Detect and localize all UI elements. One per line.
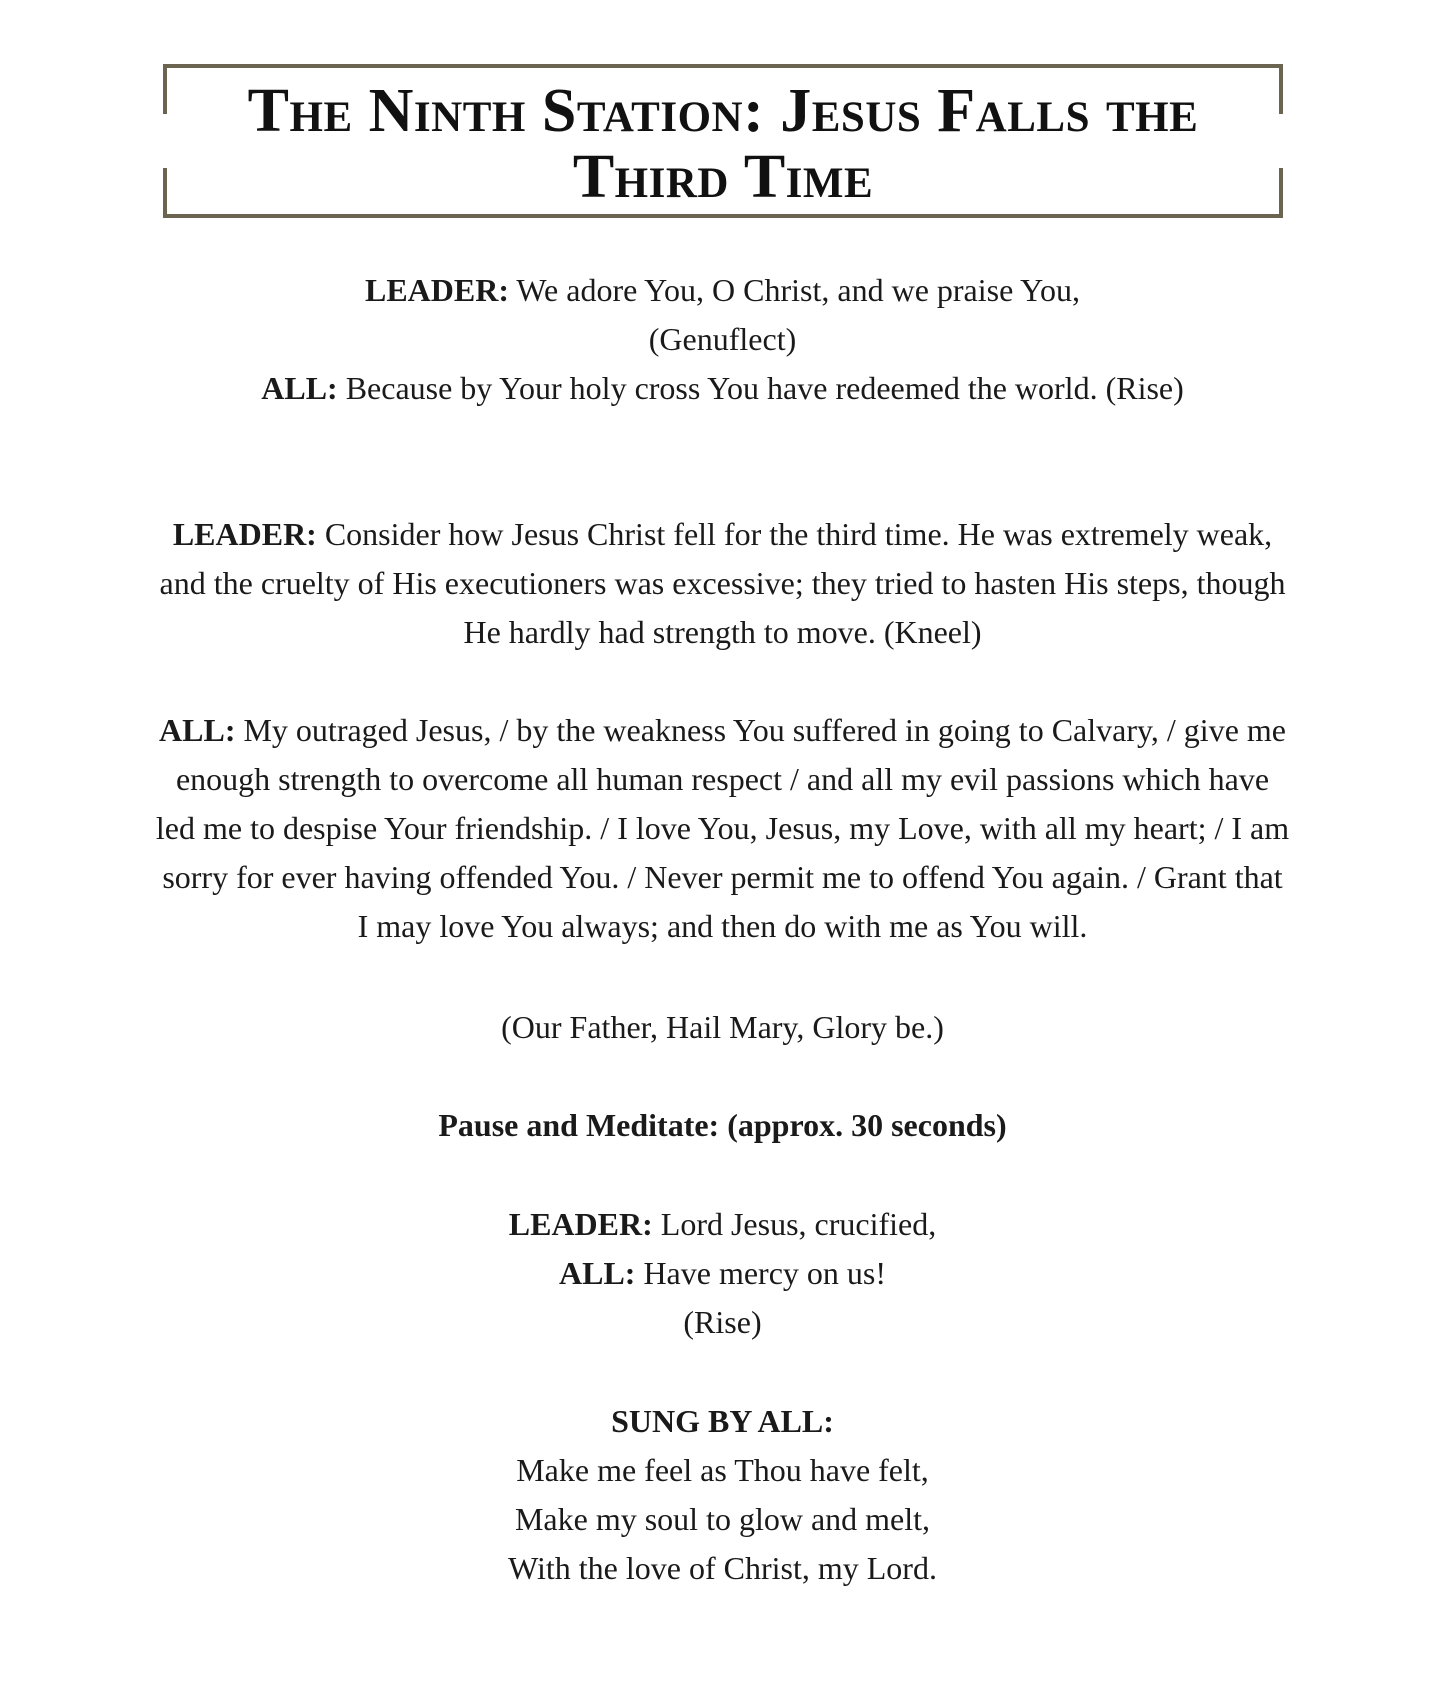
hymn-line: Make my soul to glow and melt, [514, 1501, 931, 1537]
hymn-verse [80, 1397, 1365, 1593]
response-versicle [80, 1200, 1365, 1347]
pause-note [80, 1101, 1365, 1150]
prayers-said-note [80, 1003, 1365, 1052]
prayer-paragraph [80, 706, 1365, 951]
title-frame [163, 64, 1283, 218]
genuflect-instruction: (Genuflect) [648, 321, 797, 357]
meditation-text: Consider how Jesus Christ fell for the third time. He was extremely weak, [316, 516, 1273, 552]
hymn-line: Make me feel as Thou have felt, [516, 1452, 929, 1488]
opening-leader-text: We adore You, O Christ, and we praise You, [508, 272, 1081, 308]
opening-all-text: Because by Your holy cross You have redeemed the world. (Rise) [337, 370, 1184, 406]
leader-label: LEADER: [364, 272, 509, 308]
opening-leader-line [80, 266, 1365, 315]
prayer-line: led me to despise Your friendship. / I love You, Jesus, my Love, with all my heart; / I am [155, 810, 1290, 846]
prayer-text: My outraged Jesus, / by the weakness You suffered in going to Calvary, / give me [235, 712, 1286, 748]
all-label: ALL: [558, 1255, 636, 1291]
hymn-line: With the love of Christ, my Lord. [508, 1550, 937, 1586]
prayer-line: sorry for ever having offended You. / Never permit me to offend You again. / Grant that [162, 859, 1283, 895]
rise-instruction: (Rise) [683, 1304, 762, 1340]
pause-text: Pause and Meditate: (approx. 30 seconds) [438, 1107, 1007, 1143]
prayer-line: enough strength to overcome all human respect / and all my evil passions which have [175, 761, 1270, 797]
meditation-line: and the cruelty of His executioners was excessive; they tried to hasten His steps, though [159, 565, 1286, 601]
meditation-line: He hardly had strength to move. (Kneel) [463, 614, 982, 650]
meditation-line [80, 510, 1365, 559]
hymn-heading: SUNG BY ALL: [611, 1403, 834, 1439]
leader-label: LEADER: [508, 1206, 653, 1242]
all-label: ALL: [261, 370, 338, 406]
prayer-line [80, 706, 1365, 755]
prayers-said-text: (Our Father, Hail Mary, Glory be.) [501, 1009, 944, 1045]
all-label: ALL: [159, 712, 236, 748]
opening-all-line [80, 364, 1365, 413]
response-all-line [80, 1249, 1365, 1298]
response-all-text: Have mercy on us! [635, 1255, 887, 1291]
response-leader-text: Lord Jesus, crucified, [652, 1206, 937, 1242]
leader-label: LEADER: [172, 516, 317, 552]
frame-bottom-rule [163, 214, 1283, 218]
opening-versicle [80, 266, 1365, 413]
meditation-paragraph [80, 510, 1365, 657]
prayer-line: I may love You always; and then do with me as You will. [357, 908, 1088, 944]
frame-top-rule [163, 64, 1283, 68]
page-title: The Ninth Station: Jesus Falls the Third Time [247, 77, 1199, 211]
response-leader-line [80, 1200, 1365, 1249]
